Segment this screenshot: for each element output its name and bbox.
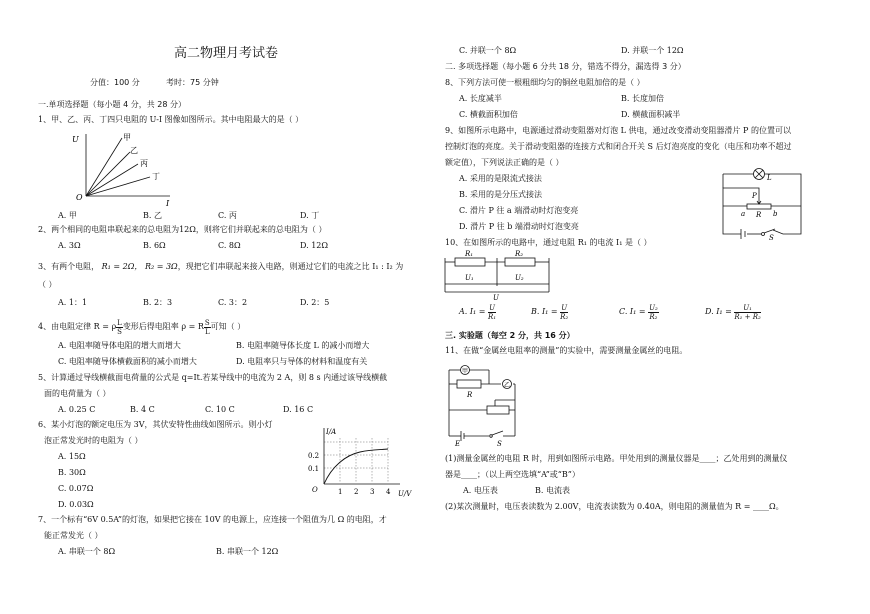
q10-r1-label: R₁ [465,250,474,258]
q2-option-a: A. 3Ω [58,241,81,250]
q6-x-tick-1: 1 [338,488,343,496]
q6-x-tick-3: 3 [370,488,375,496]
q11-meter-jia-icon: 甲 [462,368,469,375]
question-10: 10、在如图所示的电路中，通过电阻 R₁ 的电流 I₁ 是（ ） [445,238,652,247]
section-experiment: 三. 实验题（每空 2 分，共 16 分） [445,331,575,340]
q11-part-1-cont: 器是____；（以上两空选填“A”或“B”） [445,470,580,479]
q8-option-a: A. 长度减半 [459,94,502,103]
q1-line-label-ding: 丁 [152,172,160,181]
q10-circuit-diagram [445,248,555,302]
q1-line-label-yi: 乙 [130,146,138,155]
q4-text-mid: 变形后得电阻率 ρ = R [122,322,204,331]
q1-option-b: B. 乙 [143,211,162,220]
q1-ui-graph [72,133,178,208]
q10-u-label: U [493,294,499,302]
q8-option-b: B. 长度加倍 [621,94,664,103]
q3-r2: R₂ = 3Ω [144,262,178,271]
q4-option-a: A. 电阻率随导体电阻的增大而增大 [58,341,181,350]
section-multi-choice: 二. 多项选择题（每小题 6 分共 18 分，错选不得分，漏选得 3 分） [445,62,686,71]
q10-u1-label: U₁ [465,274,474,282]
time-info: 考时：75 分钟 [166,78,219,87]
q9-circuit-diagram [717,168,807,240]
q7-option-d: D. 并联一个 12Ω [621,46,684,55]
q4-option-d: D. 电阻率只与导体的材料和温度有关 [236,357,368,366]
q6-origin-label: O [312,486,318,494]
q1-line-label-jia: 甲 [123,133,131,142]
q5-option-c: C. 10 C [205,405,235,414]
q6-x-tick-2: 2 [354,488,359,496]
q1-option-a: A. 甲 [58,211,77,220]
q7-option-a: A. 串联一个 8Ω [58,547,116,556]
q11-option-a: A. 电压表 [463,486,498,495]
q9-end-b-label: b [773,210,778,218]
q5-option-a: A. 0.25 C [58,405,96,414]
q9-option-a: A. 采用的是限流式接法 [459,174,542,183]
q11-option-b: B. 电流表 [535,486,570,495]
q10-option-b: B. I₁ = $\frac{U}{\text{R₂}}$ [531,303,569,321]
q10-option-a: A. I₁ = $\frac{U}{\text{R₁}}$ [459,303,497,321]
q4-text-end: 可知（ ） [210,322,246,331]
q11-e-label: E [455,440,461,448]
q9-option-c: C. 滑片 P 往 a 端滑动时灯泡变亮 [459,206,579,215]
question-9: 9、如图所示电路中，电源通过滑动变阻器对灯泡 L 供电，通过改变滑动变阻器滑片 P 的位置可以 [445,126,791,135]
q9-lamp-label: L [767,174,772,182]
page-title: 高二物理月考试卷 [174,46,279,61]
question-3 [38,261,403,272]
q6-iu-curve-graph [308,428,426,500]
question-9-cont-1: 控制灯泡的亮度。关于滑动变阻器的连接方式和闭合开关 S 后灯泡亮度的变化（电压和功率不超过 [445,142,792,151]
q6-x-axis-label: U/V [398,490,412,498]
q11-part-1: (1)测量金属丝的电阻 R 时，用到如图所示电路。甲处用到的测量仪器是____；乙处用到的测量仪 [445,454,788,463]
q8-option-d: D. 横截面积减半 [621,110,681,119]
q5-option-b: B. 4 C [130,405,155,414]
q11-circuit-diagram [449,360,529,446]
q11-meter-yi-icon: 乙 [504,382,511,389]
q11-part-2: (2)某次测量时，电压表读数为 2.00V，电流表读数为 0.40A，则电阻的测量值为 R = ____Ω。 [445,502,784,511]
q1-line-label-bing: 丙 [140,159,148,168]
q1-u-axis-label: U [72,135,79,144]
question-5: 5、计算通过导线横截面电荷量的公式是 q=It.若某导线中的电流为 2 A，则 8 s 内通过该导线横截 [38,373,388,382]
q1-option-c: C. 丙 [218,211,237,220]
q3-option-d: D. 2：5 [300,298,330,307]
q9-option-b: B. 采用的是分压式接法 [459,190,542,199]
q4-fraction-s-over-l: $\frac{S}{L}$ [204,318,210,336]
q11-s-label: S [497,440,502,448]
q3-text-end: ，现把它们串联起来接入电路，则通过它们的电流之比 I₁ : I₂ 为 [177,262,404,271]
q9-switch-label: S [769,234,774,242]
question-7: 7、一个标有“6V 0.5A”的灯泡，如果把它接在 10V 的电源上，应连接一个阻值为几 Ω 的电阻，才 [38,515,387,524]
q5-option-d: D. 16 C [283,405,314,414]
q3-option-c: C. 3：2 [218,298,248,307]
q4-text-start: 4、由电阻定律 R = ρ [38,322,117,331]
q10-u2-label: U₂ [515,274,524,282]
q6-y-axis-label: I/A [326,428,337,436]
q6-option-d: D. 0.03Ω [58,500,94,509]
q9-end-a-label: a [741,210,746,218]
q6-y-tick-0.2: 0.2 [308,452,320,460]
question-5-cont: 面的电荷量为（ ） [44,389,111,398]
q4-option-b: B. 电阻率随导体长度 L 的减小而增大 [236,341,370,350]
q3-r1: R₁ = 2Ω， [101,262,143,271]
q6-x-tick-4: 4 [386,488,391,496]
question-6: 6、某小灯泡的额定电压为 3V，其伏安特性曲线如图所示。则小灯 [38,420,273,429]
q7-option-b: B. 串联一个 12Ω [216,547,279,556]
q2-option-d: D. 12Ω [300,241,329,250]
q7-option-c: C. 并联一个 8Ω [459,46,517,55]
q3-option-b: B. 2：3 [143,298,173,307]
question-7-cont: 能正常发光（ ） [44,531,103,540]
q3-text-start: 3、有两个电阻， [38,262,100,271]
question-6-cont: 泡正常发光时的电阻为（ ） [44,436,143,445]
q6-option-c: C. 0.07Ω [58,484,94,493]
q3-answer-paren: （ ） [38,280,57,289]
score-info: 分值：100 分 [90,78,140,87]
question-1: 1、甲、乙、丙、丁四只电阻的 U-I 图像如图所示。其中电阻最大的是（ ） [38,115,304,124]
section-single-choice: 一.单项选择题（每小题 4 分，共 28 分） [38,100,186,109]
question-9-cont-2: 额定值），下列说法正确的是（ ） [445,158,564,167]
q2-option-c: C. 8Ω [218,241,241,250]
q10-option-c: C. I₁ = $\frac{\text{U₂}}{\text{R₂}}$ [619,303,658,321]
question-8: 8、下列方法可使一根粗细均匀的铜丝电阻加倍的是（ ） [445,78,645,87]
question-11: 11、在做“金属丝电阻率的测量”的实验中，需要测量金属丝的电阻。 [445,346,688,355]
q1-option-d: D. 丁 [300,211,320,220]
q1-i-axis-label: I [166,199,170,208]
q3-option-a: A. 1：1 [58,298,88,307]
q6-option-a: A. 15Ω [58,452,86,461]
q4-fraction-l-over-s: $\frac{L}{S}$ [117,318,122,336]
q9-rheostat-label: R [756,211,762,219]
question-2: 2、两个相同的电阻串联起来的总电阻为12Ω，则将它们并联起来的总电阻为（ ） [38,225,327,234]
q1-origin-label: O [76,193,83,202]
q2-option-b: B. 6Ω [143,241,166,250]
q9-slider-label: P [752,192,757,200]
question-4 [38,318,245,336]
q10-r2-label: R₂ [515,250,524,258]
q6-y-tick-0.1: 0.1 [308,465,320,473]
q10-option-d: D. I₁ = $\frac{\text{U₁}}{\text{R₁ + R₂}}$ [705,303,761,321]
q4-option-c: C. 电阻率随导体横截面积的减小而增大 [58,357,197,366]
q11-r-label: R [467,391,473,399]
q8-option-c: C. 横截面积加倍 [459,110,518,119]
q6-option-b: B. 30Ω [58,468,86,477]
q9-option-d: D. 滑片 P 往 b 端滑动时灯泡变亮 [459,222,579,231]
